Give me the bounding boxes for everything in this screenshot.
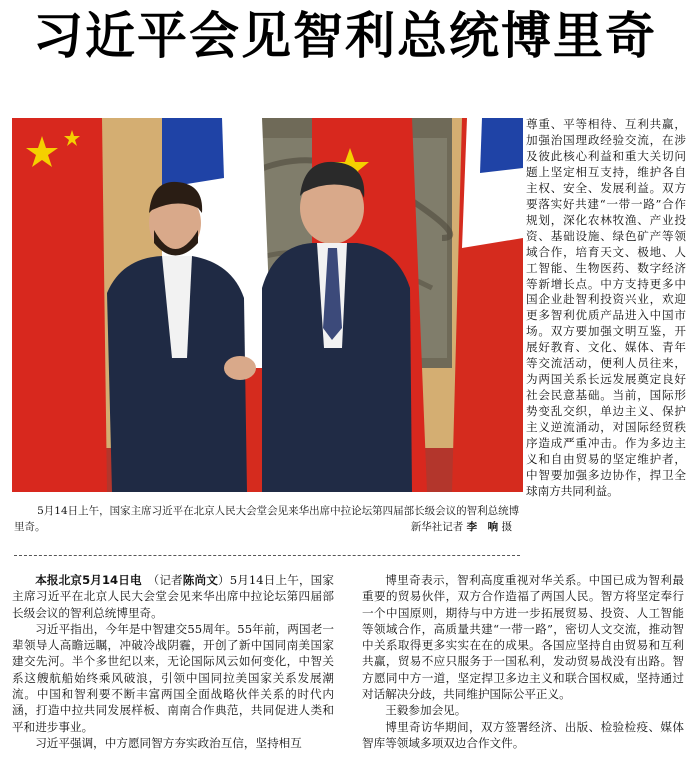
credit-suffix: 摄 (501, 521, 512, 533)
paragraph: 王毅参加会见。 (385, 703, 467, 718)
article-left-column (12, 572, 334, 751)
photo-caption (14, 503, 520, 556)
reporter-prefix: （记者 (153, 573, 183, 587)
headline: 习近平会见智利总统博里奇 (33, 7, 657, 65)
paragraph-text: 5月14日上午，国家主席习近平在北京人民大会堂会见来华出席中拉论坛第四届部长级会议的智利总统博里奇。 (12, 573, 334, 620)
paragraph: 习近平强调，中方愿同智方夯实政治互信，坚持相互 (35, 735, 302, 750)
dateline-paragraph (12, 572, 334, 621)
reporter-suffix: ） (217, 573, 230, 587)
paragraph: 习近平指出，今年是中智建交55周年。55年前，两国老一辈领导人高瞻远瞩，冲破冷战阴霾，开创了新中国同南美国家建交先河。半个多世纪以来，无论国际风云如何变化，中智关系这艘航船始终乘风破浪，引领中国同拉美国家关系发展潮流。中国和智利要不断丰富两国全面战略伙伴关系的时代内涵，打造中拉共同发展样板、南南合作典范，共同促进人类和平和进步事业。 (12, 621, 334, 734)
photographer-name: 李 响 (466, 521, 499, 533)
meeting-photo-illustration (12, 118, 523, 492)
reporter-name: 陈尚文 (182, 573, 218, 587)
credit-prefix: 新华社记者 (410, 521, 464, 533)
caption-text: 5月14日上午，国家主席习近平在北京人民大会堂会见来华出席中拉论坛第四届部长级会议的智利总统博里奇。 (14, 505, 520, 533)
paragraph: 博里奇访华期间，双方签署经济、出版、检验检疫、媒体智库等领域多项双边合作文件。 (362, 719, 684, 750)
article-right-column (362, 572, 684, 751)
photo-credit (411, 519, 512, 535)
right-column-text (526, 117, 686, 500)
right-column-paragraph: 尊重、平等相待、互利共赢，加强治国理政经验交流，在涉及彼此核心利益和重大关切问题上坚定相互支持，维护各自主权、安全、发展利益。双方要落实好共建“一带一路”合作规划，深化农林牧渔、产业投资、基础设施、绿色矿产等领域合作，培育天文、极地、人工智能、生物医药、数字经济等新增长点。中方支持更多中国企业赴智利投资兴业，欢迎更多智利优质产品进入中国市场。双方要加强文明互鉴，开展好教育、文化、媒体、青年等交流活动，便利人员往来，为两国关系长远发展奠定良好社会民意基础。当前，国际形势变乱交织，单边主义、保护主义逆流涌动，对国际经贸秩序造成严重冲击。作为多边主义和自由贸易的坚定维护者，中智要加强多边协作，捍卫全球南方共同利益。 (526, 117, 686, 498)
dateline: 本报北京5月14日电 (35, 573, 142, 587)
news-photo (12, 118, 523, 492)
paragraph: 博里奇表示，智利高度重视对华关系。中国已成为智利最重要的贸易伙伴，双方合作造福了两国人民。智方将坚定奉行一个中国原则，期待与中方进一步拓展贸易、投资、人工智能等领域合作，高质量共建“一带一路”，密切人文交流，推动智中关系取得更多实实在在的成果。各国应坚持自由贸易和互利共赢，贸易不应只服务于一国私利，发动贸易战没有出路。智方愿同中方一道，坚定捍卫多边主义和联合国权威，坚持通过对话解决分歧，共同维护国际公平正义。 (362, 573, 684, 702)
